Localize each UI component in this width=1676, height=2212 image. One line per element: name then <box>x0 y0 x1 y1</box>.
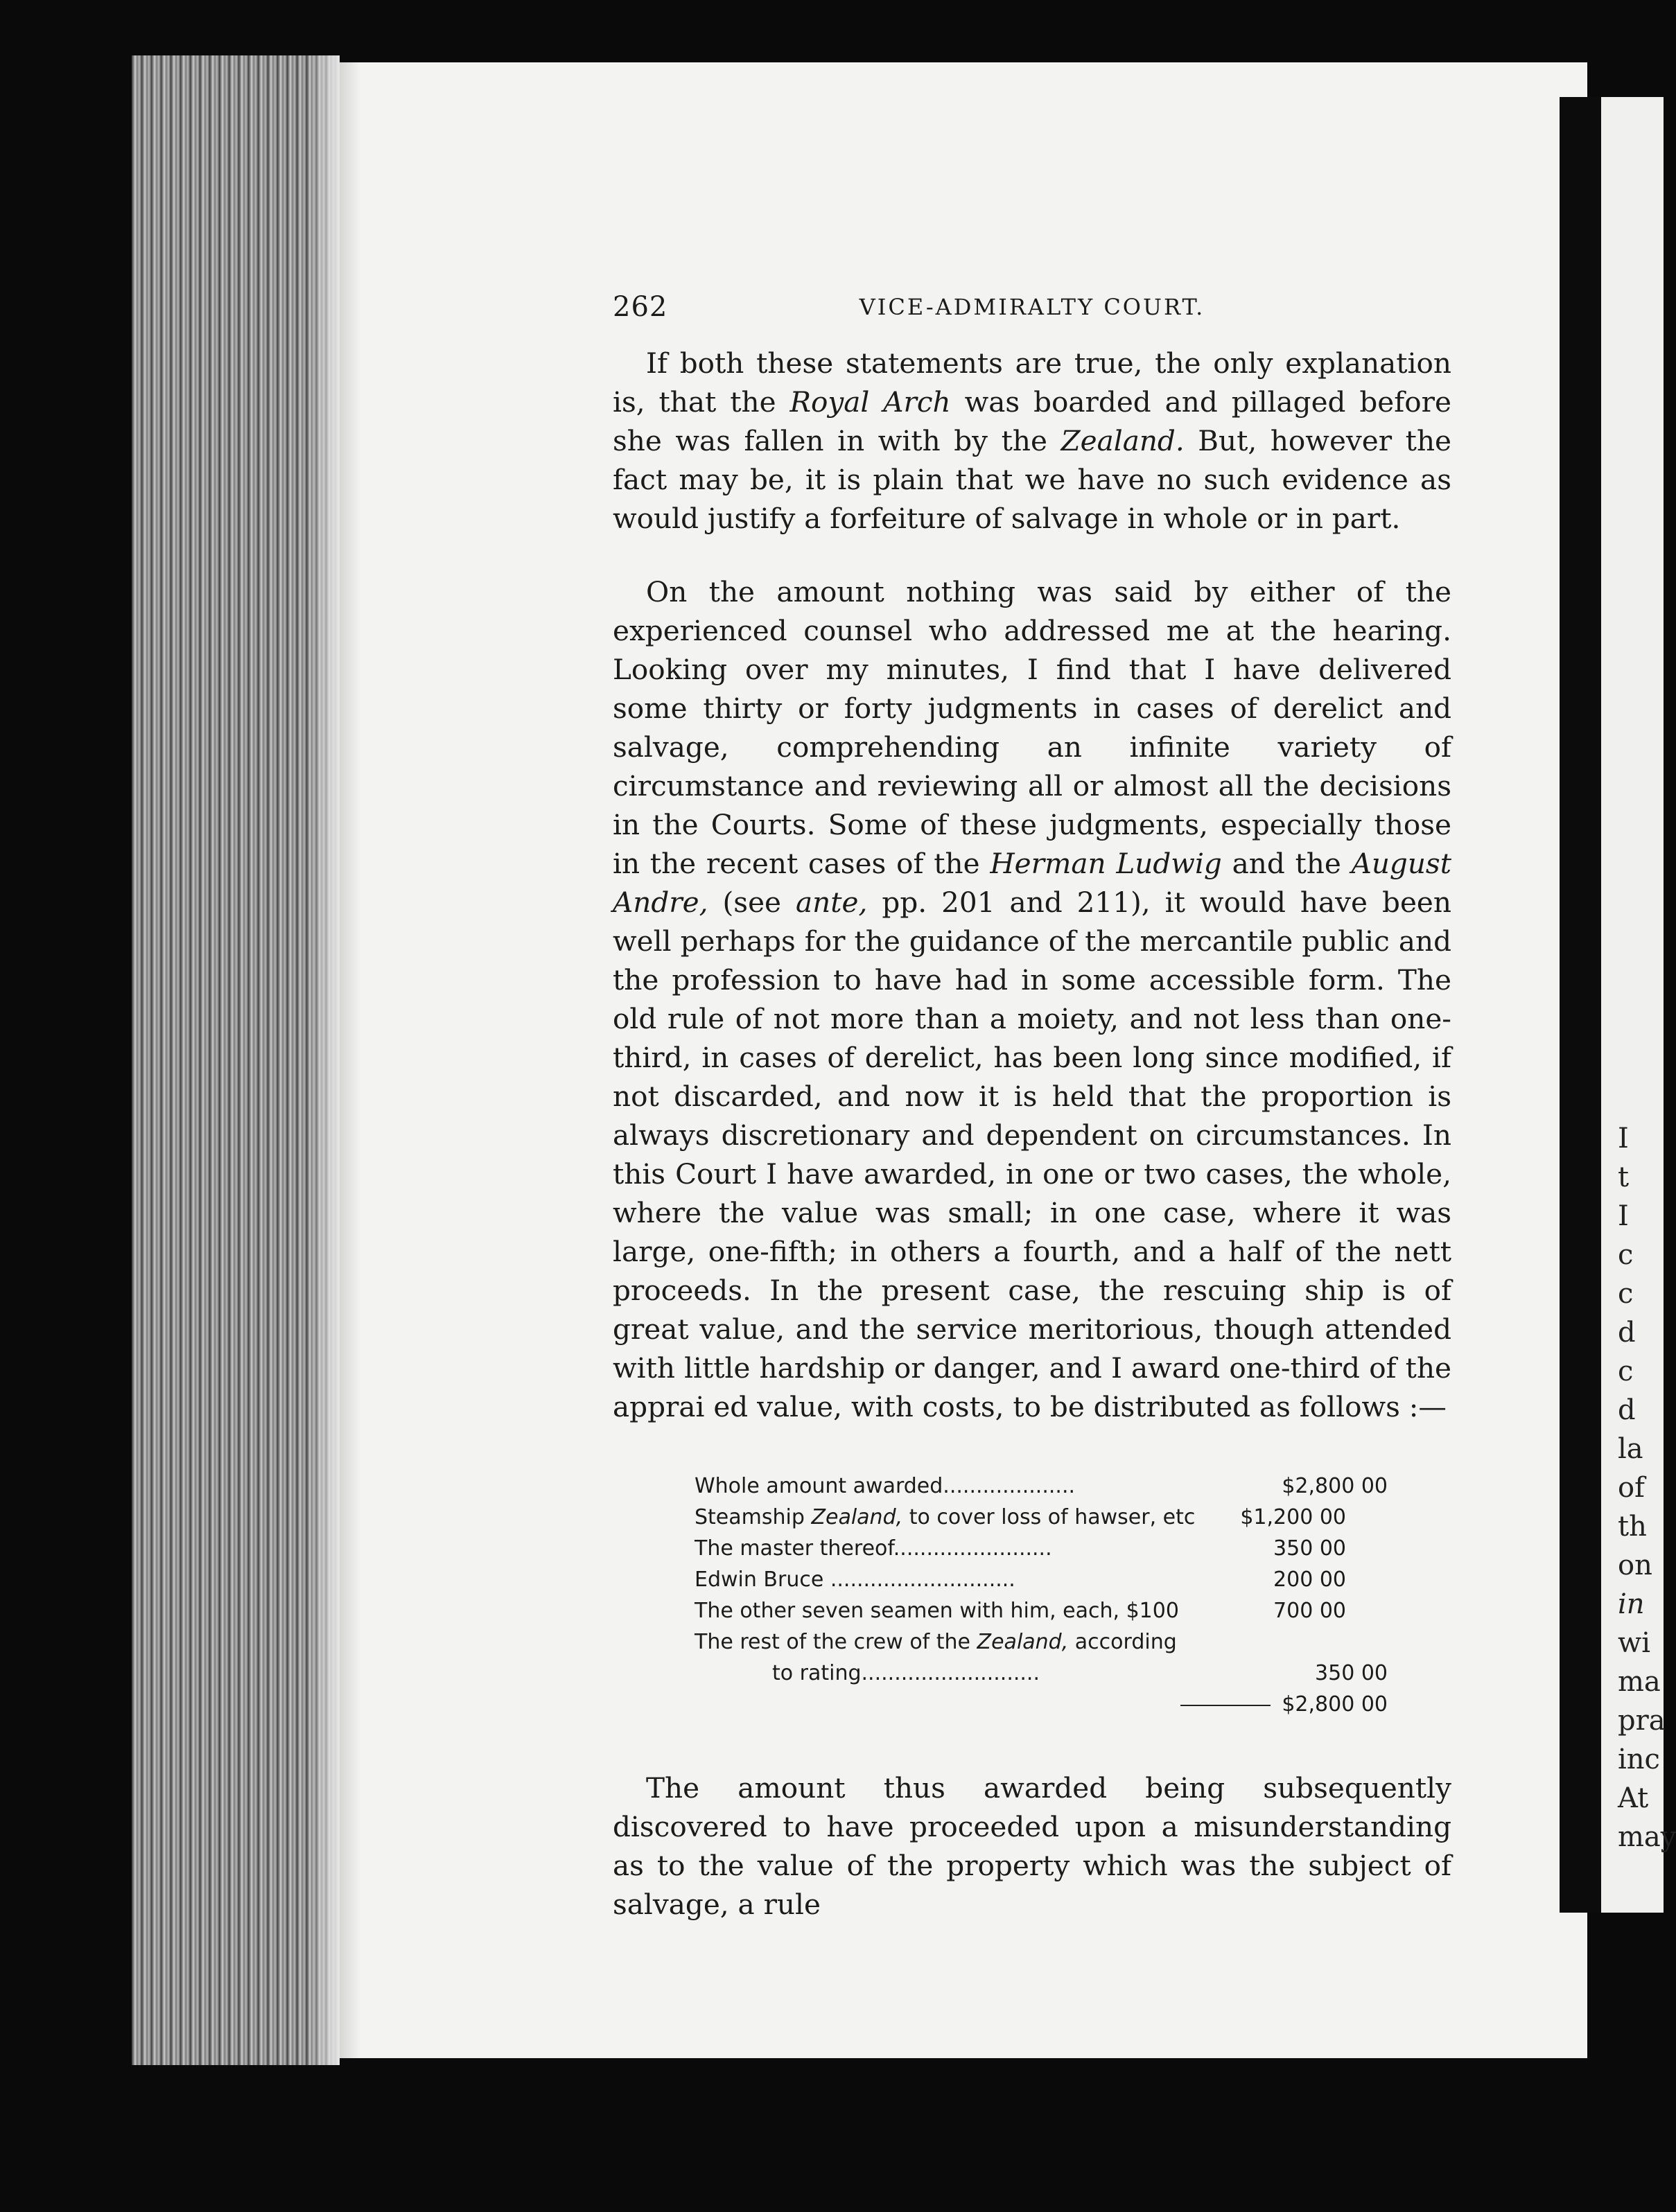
next-page-fragment: wi <box>1618 1627 1651 1659</box>
book-page-edges <box>132 55 340 2065</box>
next-page-fragment: d <box>1618 1317 1636 1349</box>
running-title: VICE-ADMIRALTY COURT. <box>859 294 1205 320</box>
next-page-fragment: may <box>1618 1821 1676 1853</box>
award-label-text: Steamship <box>695 1505 812 1529</box>
next-page-fragment: c <box>1618 1239 1634 1271</box>
paragraph <box>613 1768 1451 1924</box>
citation-term: ante, <box>796 886 868 919</box>
award-row-rest-line1 <box>695 1626 1388 1658</box>
text-run: If both these statements are true, the only explanation is, that the <box>613 346 1451 419</box>
text-run: and the <box>1221 847 1352 880</box>
award-row-grand-total <box>695 1689 1388 1720</box>
page-number: 262 <box>613 291 668 323</box>
award-row <box>695 1502 1388 1533</box>
award-row <box>695 1533 1388 1564</box>
next-page-fragment: d <box>1618 1394 1636 1426</box>
award-row <box>695 1564 1388 1595</box>
award-row-rest-line2 <box>695 1658 1388 1689</box>
sum-rule <box>1180 1705 1271 1706</box>
ship-name: Zealand, <box>977 1630 1069 1654</box>
text-run: But, however the fact may be, it is plain that we have no such evidence as would justify a forfeiture of salvage in whole or in part. <box>613 424 1451 535</box>
award-amount: 350 00 <box>1273 1536 1346 1561</box>
next-page-fragment: la <box>1618 1433 1643 1465</box>
gutter-dark-strip <box>1560 97 1601 1913</box>
ship-name: Zealand. <box>1060 424 1185 457</box>
award-grand-total-value: $2,800 00 <box>1282 1692 1388 1717</box>
next-page-fragment: t <box>1618 1161 1630 1193</box>
award-amount: $1,200 00 <box>1240 1505 1346 1529</box>
award-total: $2,800 00 <box>1282 1474 1388 1498</box>
text-run: The amount thus awarded being subsequently discovered to have proceeded upon a misunderstanding as to the value of the property which was the subject of salvage, a rule <box>613 1771 1451 1921</box>
case-name: Herman Ludwig <box>990 847 1222 880</box>
award-label: The other seven seamen with him, each, $100 <box>695 1599 1179 1623</box>
award-amount: 350 00 <box>1315 1661 1388 1685</box>
next-page-fragment: pra <box>1618 1705 1666 1737</box>
text-run: pp. 201 and 211), it would have been well perhaps for the guidance of the mercantile public and the profession to have had in some accessible form. The old rule of not more than a moiety, and not less than one-third, in cases of derelict, has been long since modified, if not discarded, and now it is held that the proportion is always discretionary and dependent on circumstances. In this Court I have awarded, in one or two cases, the whole, where the value was small; in one case, where it was large, one-fifth; in others a fourth, and a half of the nett proceeds. In the present case, the rescuing ship is of great value, and the service meritorious, though attended with little hardship or danger, and I award one-third of the apprai ed value, with costs, to be distributed as follows :— <box>613 886 1451 1423</box>
running-head <box>613 291 1451 340</box>
next-page-fragment: inc <box>1618 1744 1660 1775</box>
award-amount: 200 00 <box>1273 1568 1346 1592</box>
next-page-fragment: of <box>1618 1472 1645 1504</box>
case-name: August Andre, <box>613 847 1451 919</box>
text-run: (see <box>708 886 796 919</box>
text-run: On the amount nothing was said by either of the experienced counsel who addressed me at the hearing. Looking over my minutes, I find that I have delivered some thirty or forty judgments in cases of derelict and salvage, comprehending an infinite variety of circumstance and reviewing all or almost all the decisions in the Courts. Some of these judgments, especially those in the recent cases of the <box>613 575 1451 880</box>
award-label: Whole amount awarded.................... <box>695 1474 1076 1498</box>
award-label-text: according <box>1068 1630 1177 1654</box>
award-grand-total <box>1180 1689 1388 1720</box>
next-page-fragment: th <box>1618 1511 1647 1543</box>
award-amount: 700 00 <box>1273 1599 1346 1623</box>
page-text-block <box>613 291 1451 1924</box>
next-page-fragment: I <box>1618 1123 1629 1155</box>
next-page-fragment: on <box>1618 1550 1652 1581</box>
next-page-fragment: At <box>1618 1782 1649 1814</box>
adjacent-page-fragment <box>1601 97 1676 1913</box>
paragraph <box>613 572 1451 1426</box>
award-label: The master thereof........................ <box>695 1536 1052 1561</box>
award-label <box>695 1502 1228 1533</box>
award-label-text: The rest of the crew of the <box>695 1630 977 1654</box>
award-row <box>695 1595 1388 1626</box>
award-distribution-table <box>695 1471 1388 1720</box>
next-page-fragment: in <box>1618 1588 1645 1620</box>
ship-name: Zealand, <box>811 1505 903 1529</box>
next-page-fragment: I <box>1618 1200 1629 1232</box>
text-run: was boarded and pillaged before she was fallen in with by the <box>613 385 1451 457</box>
paragraph <box>613 344 1451 538</box>
next-page-fragment: ma <box>1618 1666 1661 1698</box>
next-page-fragment: c <box>1618 1355 1634 1387</box>
gutter-shadow <box>340 62 360 2058</box>
award-label: to rating........................... <box>772 1661 1040 1685</box>
award-label-text: to cover loss of hawser, etc <box>902 1505 1196 1529</box>
next-page-fragment: c <box>1618 1278 1634 1310</box>
ship-name: Royal Arch <box>789 385 951 419</box>
award-label <box>695 1626 1228 1658</box>
award-label: Edwin Bruce ............................ <box>695 1568 1015 1592</box>
award-row-whole <box>695 1471 1388 1502</box>
